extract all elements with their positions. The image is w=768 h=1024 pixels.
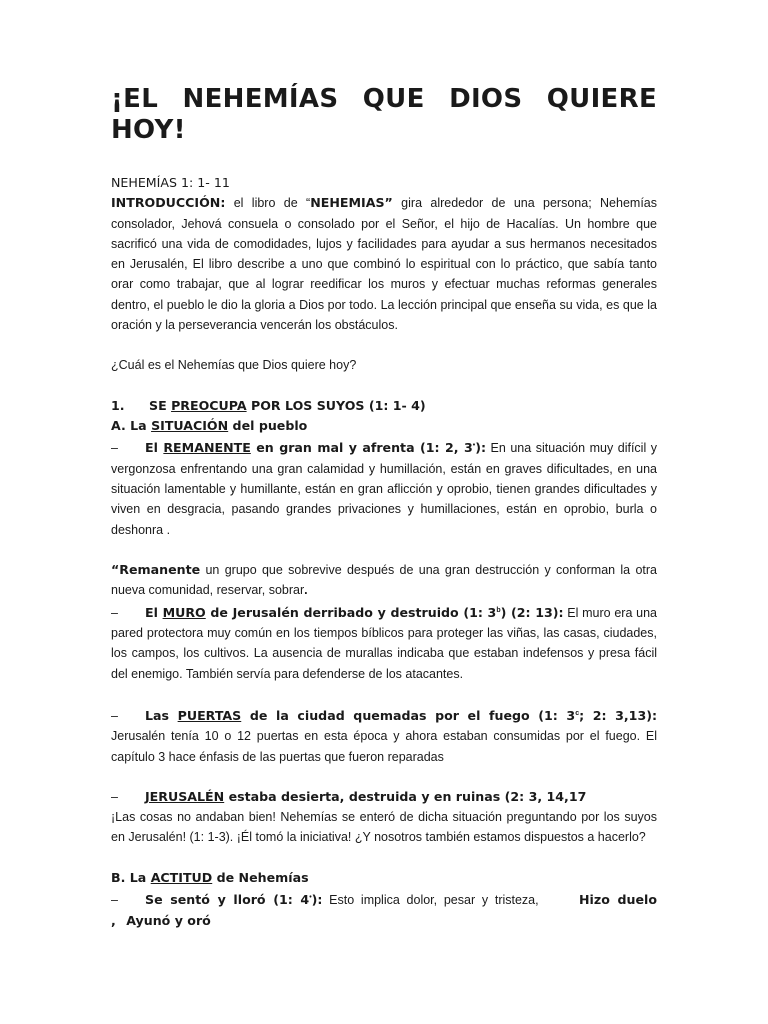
question-line: ¿Cuál es el Nehemías que Dios quiere hoy?	[111, 358, 357, 373]
section-1-key: PREOCUPA	[171, 397, 247, 413]
bullet-dash: –	[111, 709, 118, 723]
document-title: ¡EL NEHEMÍAS QUE DIOS QUIERE HOY!	[111, 84, 657, 145]
sento-body: Esto implica dolor, pesar y tristeza,	[322, 893, 539, 908]
muro-close: ) (2: 13):	[500, 604, 564, 620]
definition-end: .	[304, 583, 308, 598]
section-1-heading	[111, 396, 657, 416]
puertas-sup: c	[575, 709, 580, 717]
remanente-definition	[111, 560, 657, 601]
remanente-pre: El	[145, 440, 164, 456]
puertas-post: de la ciudad quemadas por el fuego (1: 3	[241, 708, 576, 723]
remanente-paragraph	[111, 436, 657, 540]
bullet-dash: –	[111, 893, 118, 908]
muro-post: de Jerusalén derribado y destruido (1: 3	[205, 604, 497, 620]
section-1-pre: SE	[149, 397, 172, 413]
remanente-close: ):	[475, 440, 487, 456]
definition-lead: “Remanente	[111, 561, 201, 577]
subsection-a-pre: A. La	[111, 417, 152, 433]
muro-paragraph	[111, 601, 657, 684]
definition-body: un grupo que sobrevive después de una gran destrucción y conforman la otra nueva comunidad, reservar, sobrar	[111, 562, 657, 598]
jerusalen-post: estaba desierta, destruida y en ruinas (2: 3, 14,17	[224, 788, 587, 804]
intro-book-name: NEHEMIAS”	[310, 195, 393, 211]
intro-paragraph	[111, 193, 657, 335]
remanente-key: REMANENTE	[163, 440, 251, 456]
sento-bold-3: Ayunó y oró	[126, 912, 211, 928]
bullet-dash: –	[111, 441, 118, 456]
muro-pre: El	[145, 604, 163, 620]
bullet-dash: –	[111, 605, 118, 620]
intro-label: INTRODUCCIÓN:	[111, 195, 226, 211]
muro-sup: b	[496, 606, 501, 614]
cosas-paragraph: ¡Las cosas no andaban bien! Nehemías se enteró de dicha situación preguntando por los suyos en Jerusalén! (1: 1-3). ¡Él tomó la iniciativa! ¿Y nosotros también estamos dispuestos a hacerlo?	[111, 810, 657, 845]
intro-text-2: gira alrededor de una persona; Nehemías consolador, Jehová consuela o consolado por el Señor, el hijo de Hacalías. Un hombre que sacrificó una vida de comodidades, lujos y facilidades para ayudar a sus hermanos necesitados en Jerusalén, El libro describe a uno que combinó lo espiritual con lo práctico, que sabía tanto orar como trabajar, que al lograr reedificar los muros y efectuar muchas reformas generales dentro, el pueblo le dio la gloria a Dios por todo. La lección principal que enseña su vida, es que la oración y la perseverancia vencerán los obstáculos.	[111, 196, 658, 333]
subsection-a-post: del pueblo	[228, 417, 308, 433]
subsection-b-post: de Nehemías	[212, 869, 309, 885]
puertas-paragraph	[111, 704, 657, 767]
subsection-a-heading	[111, 416, 657, 436]
muro-key: MURO	[162, 604, 206, 620]
scripture-reference	[111, 173, 657, 193]
subsection-b-pre: B. La	[111, 869, 151, 885]
puertas-close: ; 2: 3,13):	[579, 708, 657, 723]
jerusalen-key: JERUSALÉN	[145, 788, 225, 804]
section-1-post: POR LOS SUYOS (1: 1- 4)	[246, 397, 426, 413]
sento-lead: Se sentó y lloró (1: 4	[145, 892, 310, 908]
sento-paragraph	[111, 888, 657, 931]
remanente-sup: •	[472, 442, 476, 450]
sento-sup: •	[309, 894, 312, 902]
reference-text: NEHEMÍAS 1: 1- 11	[111, 175, 230, 190]
subsection-b-key: ACTITUD	[150, 869, 213, 885]
sento-close: ):	[311, 892, 323, 908]
remanente-body: En una situación muy difícil y vergonzosa enfrentando una gran calamidad y humillación, están en graves dificultades, en una situación lamentable y humillante, están en gran aflicción y oprobio, tienen grandes dificultades y viven en desgracia, pasando grandes privaciones y humillaciones, están en oprobio, burla o deshonra .	[111, 441, 657, 537]
puertas-key: PUERTAS	[177, 708, 242, 723]
section-1-number: 1.	[111, 397, 125, 413]
puertas-pre: Las	[145, 708, 178, 723]
muro-body: El muro era una pared protectora muy común en los tiempos bíblicos para proteger las viñas, las casas, ciudades, los campos, los cultivos. La ausencia de murallas indicaba que estaban indefensos y presa fácil del enemigo. También servía para defenderse de los atacantes.	[111, 605, 657, 681]
intro-text-1: el libro de “	[225, 196, 311, 211]
subsection-b-heading	[111, 868, 657, 888]
puertas-body: Jerusalén tenía 10 o 12 puertas en esta época y ahora estaban consumidas por el fuego. El capítulo 3 hace énfasis de las puertas que fueron reparadas	[111, 729, 657, 764]
bullet-dash: –	[111, 789, 118, 804]
remanente-post: en gran mal y afrenta (1: 2, 3	[250, 440, 473, 456]
subsection-a-key: SITUACIÓN	[151, 417, 229, 433]
jerusalen-paragraph	[111, 787, 657, 807]
sento-bold-2: Hizo duelo ,	[111, 892, 657, 928]
